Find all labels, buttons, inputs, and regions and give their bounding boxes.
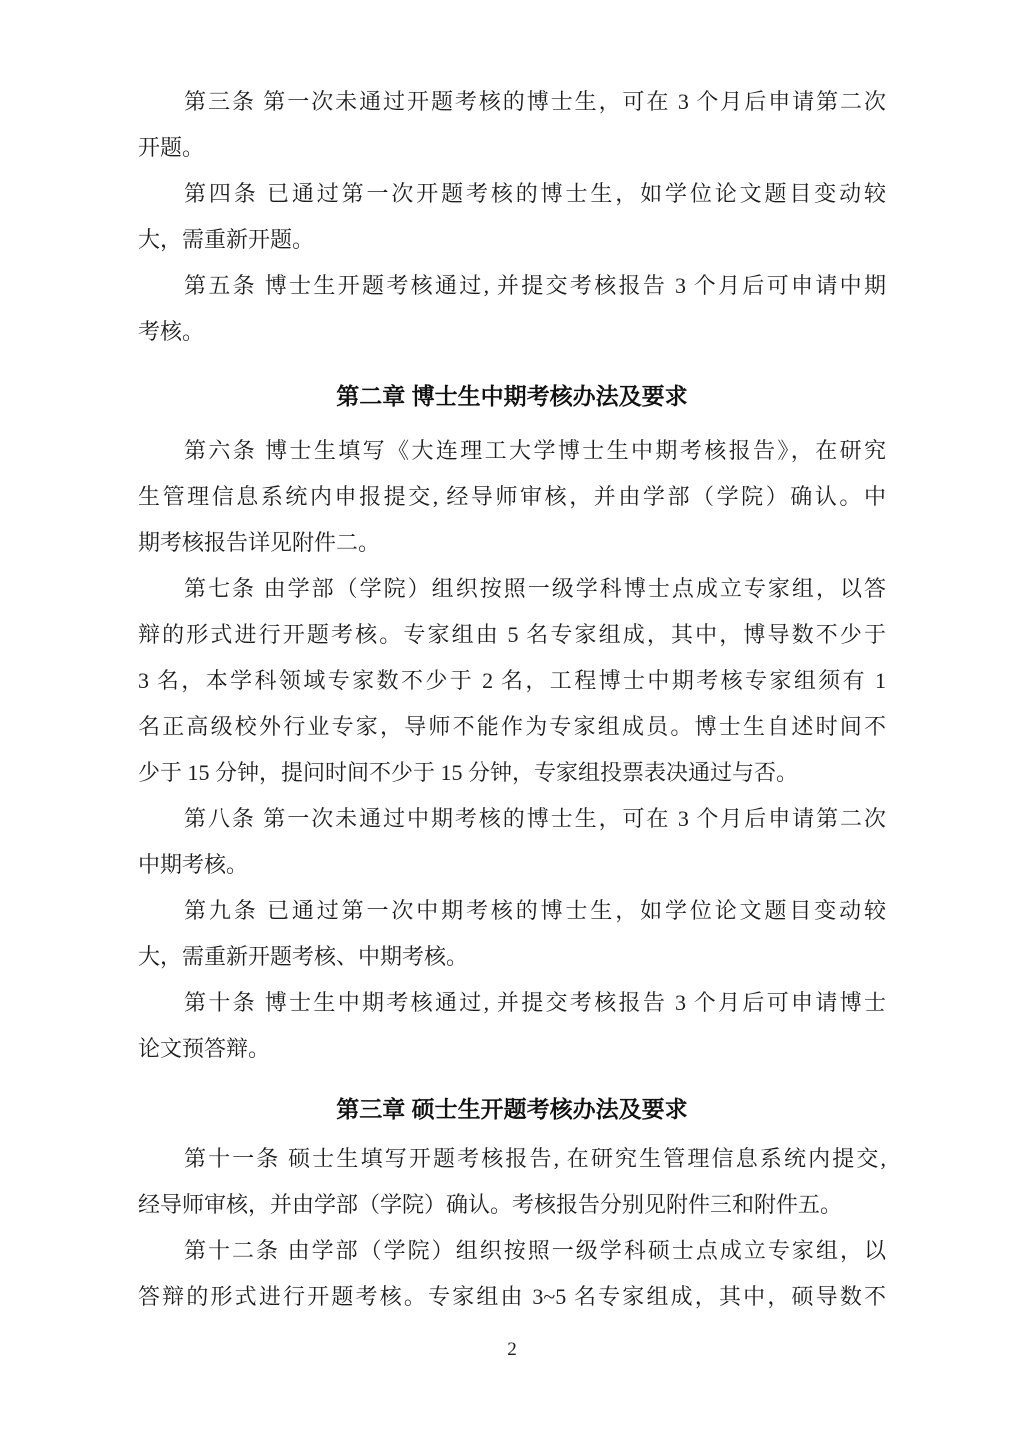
body-line: 第七条 由学部（学院）组织按照一级学科博士点成立专家组，以答	[184, 576, 886, 601]
body-line: 第三条 第一次未通过开题考核的博士生，可在 3 个月后申请第二次	[184, 89, 886, 114]
chapter-2-heading: 第二章 博士生中期考核办法及要求	[336, 383, 688, 409]
body-line: 论文预答辩。	[138, 1036, 271, 1061]
paragraph-article-10	[138, 980, 886, 1072]
body-line: 考核。	[138, 319, 205, 344]
body-line: 第十条 博士生中期考核通过, 并提交考核报告 3 个月后可申请博士	[184, 990, 886, 1015]
paragraph-article-8	[138, 796, 886, 888]
body-line: 第六条 博士生填写《大连理工大学博士生中期考核报告》，在研究	[184, 438, 886, 463]
paragraph-article-4	[138, 171, 886, 263]
page-number: 2	[507, 1339, 517, 1360]
paragraph-article-3	[138, 79, 886, 171]
body-line: 期考核报告详见附件二。	[138, 530, 381, 555]
body-line: 生管理信息系统内申报提交, 经导师审核，并由学部（学院）确认。中	[138, 484, 886, 509]
body-line: 第十一条 硕士生填写开题考核报告, 在研究生管理信息系统内提交,	[184, 1146, 886, 1171]
paragraph-article-11	[138, 1136, 886, 1228]
body-line: 开题。	[138, 135, 205, 160]
paragraph-article-9	[138, 888, 886, 980]
body-line: 第九条 已通过第一次中期考核的博士生，如学位论文题目变动较	[184, 898, 886, 923]
body-line: 中期考核。	[138, 852, 249, 877]
body-line: 辩的形式进行开题考核。专家组由 5 名专家组成，其中，博导数不少于	[138, 622, 886, 647]
body-line: 第五条 博士生开题考核通过, 并提交考核报告 3 个月后可申请中期	[184, 273, 886, 298]
paragraph-article-12	[138, 1228, 886, 1320]
body-line: 第八条 第一次未通过中期考核的博士生，可在 3 个月后申请第二次	[184, 806, 886, 831]
paragraph-article-7	[138, 566, 886, 796]
body-line: 第十二条 由学部（学院）组织按照一级学科硕士点成立专家组，以	[184, 1238, 886, 1263]
body-line: 大，需重新开题。	[138, 227, 315, 252]
body-line: 3 名，本学科领域专家数不少于 2 名，工程博士中期考核专家组须有 1	[138, 668, 886, 693]
document-body	[138, 79, 886, 1320]
body-line: 第四条 已通过第一次开题考核的博士生，如学位论文题目变动较	[184, 181, 886, 206]
chapter-3-heading: 第三章 硕士生开题考核办法及要求	[336, 1096, 688, 1122]
body-line: 大，需重新开题考核、中期考核。	[138, 944, 469, 969]
body-line: 经导师审核，并由学部（学院）确认。考核报告分别见附件三和附件五。	[138, 1192, 843, 1217]
body-line: 答辩的形式进行开题考核。专家组由 3~5 名专家组成，其中，硕导数不	[138, 1284, 886, 1309]
paragraph-article-5	[138, 263, 886, 355]
body-line: 名正高级校外行业专家，导师不能作为专家组成员。博士生自述时间不	[138, 714, 886, 739]
body-line: 少于 15 分钟，提问时间不少于 15 分钟，专家组投票表决通过与否。	[138, 760, 799, 785]
paragraph-article-6	[138, 428, 886, 566]
